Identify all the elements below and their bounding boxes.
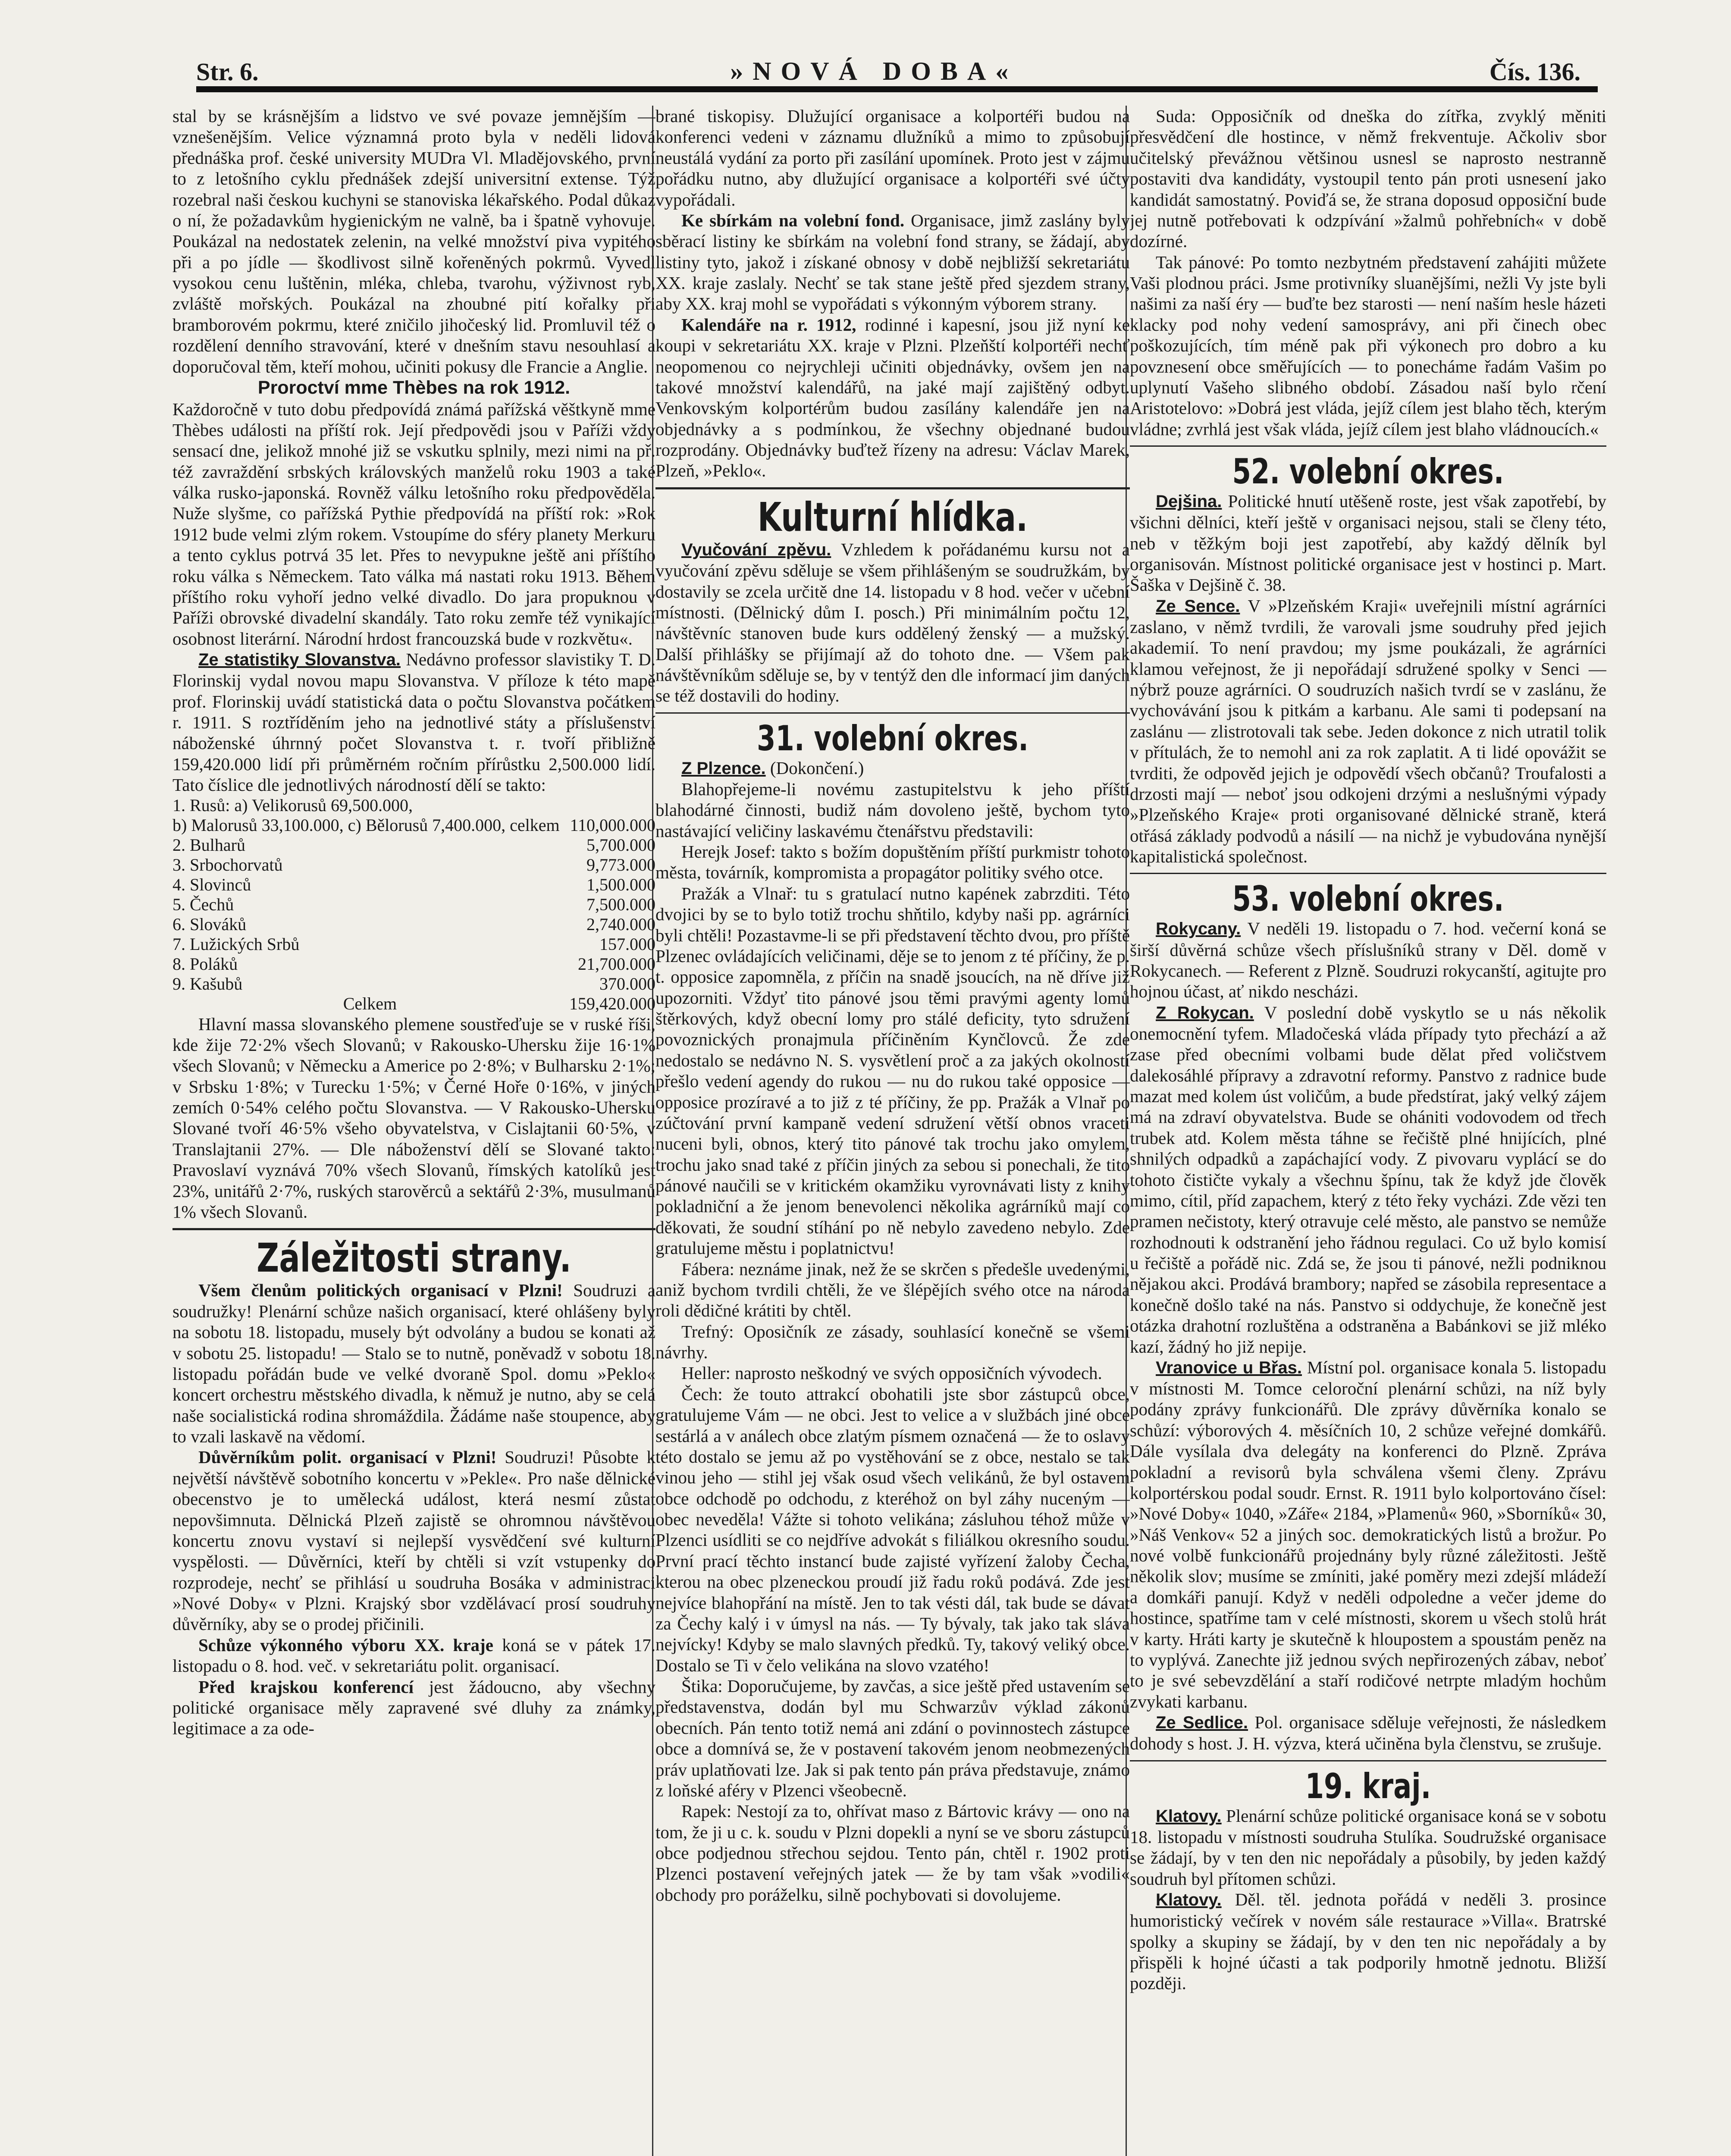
plzenec-continued-note: (Dokončení.)	[770, 758, 864, 778]
plzenec-heller: Heller: naprosto neškodný ve svých opposičních vývodech.	[681, 1363, 1102, 1383]
plzenec-article	[655, 758, 1130, 779]
plzenec-cech: Čech: že touto attrakcí obohatili jste sbor zástupců obce, gratulujeme Vám — ne obci. Jest to velice a v službách jiné obce sestárlá a v análech obce zlatým písmem označená — že to oslavy této dostalo se jemu až po vystěhování se z obce, nestalo se tak vinou jeho — stihl jej však osud všech velikánů, že byl ostavem obce odchodě po odchodu, z kteréhož on byl záhy nuceným — obec neveděla! Vážte si tohoto velikána; zásluhou téhož může v Plzenci usídliti se co nejdříve advokát s filiálkou okresního soudu. První prací těchto instancí bude zajisté vyřízení žaloby Čecha, kterou na obec plzeneckou proudí již řadu roků podává. Zde jest nejvíce blahopřání na místě. Jen to tak vésti dál, tak bude se dávat za Čechy kalý i v úmysl na nás. — Ty bývaly, tak jako tak sláva nejvícky! Kdyby se malo slavných předků. Ty, takový veliký obce. Dostalo se Ti v čelo velikána na slovo vzatého!	[655, 1384, 1130, 1675]
table-row: 7. Lužických Srbů 157.000	[172, 934, 655, 954]
thebes-article: Každoročně v tuto dobu předpovídá známá pařížská věštkyně mme Thèbes události na příští rok. Její předpovědi jsou v Paříži vždy sensací dne, jelikož mnohé již se vskutku splnily, mezi nimi na př. též zavraždění srbských královských manželů roku 1903 a také válka rusko-japonská. Rovněž válku letošního roku předpověděla. Nuže slyšme, co pařížská Pythie předpovídá na příští rok: »Rok 1912 bude velmi zlým rokem. Vstoupíme do sféry planety Merkuru a tento cyklus potrvá 35 let. Přes to nevypukne ještě ani příštího roku válka s Německem. Tato válka má nastati roku 1913. Během příštího roku vyhoří jedno velké divadlo. Do jara propuknou v Paříži obrovské divadelní skandály. Tato roku zemře též vynikající osobnost literární. Národní hrdost francouzská bude v rozkvětu«.	[172, 399, 655, 649]
section-rule	[655, 712, 1130, 714]
plzenec-herejk: Herejk Josef: takto s božím dopuštěním příští purkmistr tohoto města, továrník, kompromista a propagátor politiky svého otce.	[655, 842, 1130, 883]
party-notice-3	[172, 1635, 655, 1677]
table-row: 9. Kašubů 370.000	[172, 974, 655, 993]
dejsina-article	[1130, 491, 1606, 595]
table-total-row: Celkem 159,420.000	[343, 993, 655, 1013]
singing-heading: Vyučování zpěvu.	[681, 540, 831, 559]
table-row: 8. Poláků 21,700.000	[172, 954, 655, 974]
sedlice-article	[1130, 1712, 1606, 1754]
rokycany-text: V neděli 19. listopadu o 7. hod. večerní koná se širší důvěrná schůze všech příslušníků strany v Děl. domě v Rokycanech. — Referent z Plzně. Soudruzi rokycanští, agitujte pro hojnou účast, ať nikdo nescházi.	[1130, 918, 1606, 1002]
table-row: 2. Bulharů 5,700.000	[172, 835, 655, 855]
klatovy-text-1: Plenární schůze politické organisace koná se v sobotu 18. listopadu v místnosti soudruha Stulíka. Soudružské organisace se žádají, by v ten den nic nepořádaly a působily, by jeden každý soudruh byl přítomen schůzi.	[1130, 1805, 1606, 1889]
z-rokycan-article	[1130, 1002, 1606, 1357]
plzenec-rapek: Rapek: Nestojí za to, ohřívat maso z Bártovic krávy — ono na tom, že ji u c. k. soudu v Plzni dopekli a nyní se ve sboru zástupců obce podjednou střechou sejdou. Tento pán, chtěl r. 1902 proti Plzenci postavení veřejných jatek — že by tam však »vodili« obchody pro poráželku, silně pochybovati si dovolujeme.	[655, 1801, 1130, 1905]
section-rule	[172, 1228, 655, 1230]
lecture-article: stal by se krásnějším a lidstvo ve své povaze jemnějším — vznešenějším. Velice významná proto byla v neděli lidová přednáška prof. české university MUDra Vl. Mladějovského, první to z letošního cyklu přednášek zdejší universitní extense. Týž rozebral naši českou kuchyni se stanoviska lékařského. Podal důkaz o ní, že požadavkům hygienickým ne valně, ba i špatně vyhovuje. Poukázal na nedostatek zelenin, na velké množství piva vypitého při a po jídle — škodlivost silně kořeněných pokrmů. Vyvedl vysokou cenu luštěnin, mléka, chleba, tvarohu, výživnost ryb, zvláště mořských. Poukázal na zhoubné pití kořalky při bramborovém pokrmu, které zničilo jihočeský lid. Promluvil též o rozdělení denního stravování, které v dnešním stavu nesouhlasí a doporučoval těm, kteří mohou, učiniti pokusy dle Francie a Anglie.	[172, 106, 655, 376]
plzenec-intro: Blahopřejeme-li novému zastupitelstvu k jeho příští blahodárné činnosti, budiž nám dovoleno ještě, bychom tyto nastávající veličiny laskavému čtenářstvu představili:	[655, 779, 1130, 841]
section-rule	[1130, 873, 1606, 874]
issue-number: Čís. 136.	[1489, 58, 1580, 86]
statistics-continued: Hlavní massa slovanského plemene soustřeďuje se v ruské říši, kde žije 72·2% všech Slovanů; v Rakousko-Uhersku žije 16·1% všech Slovanů; v Německu a Americe po 2·8%; v Bulharsku 2·1%; v Srbsku 1·8%; v Turecku 1·5%; v Černé Hoře 0·16%, v jiných zemích 0·54% celého počtu Slovanstva. — V Rakousko-Uhersku Slované tvoří 46·5% všeho obyvatelstva, v Cislajtanii 60·5%, v Translajtanii 27%. — Dle náboženství dělí se Slované takto: Pravoslaví vyznává 70% všech Slovanů, římských katolíků jest 23%, unitářů 2·7%, ruských starověrců a sektářů 2·3%, musulmanů 1% všech Slovanů.	[172, 1014, 655, 1222]
singing-text: Vzhledem k pořádanému kursu not a vyučování zpěvu sděluje se všem přihlášeným se soudružkám, by dostavily se zcela určitě dne 14. listopadu v 8 hod. večer v učební místnosti. (Dělnický dům I. posch.) Při minimálním počtu 12, návštěvníc stanoven bude kurs oddělený ženský — a mužský. Další přihlášky se přijímají až do tohoto dne. — Všem pak návštěvníkům sděluje se, by v tentýž den dle informací jim daných se též dostavili do hodiny.	[655, 539, 1130, 706]
klatovy-article-2	[1130, 1889, 1606, 1994]
section-rule	[655, 487, 1130, 489]
plzenec-suda: Suda: Opposičník od dneška do zítřka, zvyklý měniti přesvědčení dle hostince, v němž frekventuje. Ačkoliv sbor učitelský převážnou většinou usnesl se naprosto nestranně postaviti dva kandidáty, vystoupil tento pán proti usnesení jako kandidát samostatný. Poviďá se, že strana doposud opposiční bude jej nutně potřebovati k odzpívání »žalmů pohřebních« v době dozírné.	[1130, 106, 1606, 251]
party-notice-1-heading: Všem členům politických organisací v Plzni!	[198, 1280, 563, 1300]
section-rule	[1130, 445, 1606, 447]
cultural-review-heading: Kulturní hlídka.	[757, 494, 1028, 540]
party-notice-1	[172, 1280, 655, 1447]
rokycany-article	[1130, 918, 1606, 1002]
party-affairs-heading: Záležitosti strany.	[257, 1235, 571, 1282]
header-rule	[196, 86, 1598, 92]
klatovy-heading-1: Klatovy.	[1156, 1806, 1222, 1826]
slavs-statistics-table	[172, 796, 655, 1014]
rokycany-heading: Rokycany.	[1156, 919, 1241, 939]
senec-article	[1130, 595, 1606, 867]
plzenec-closing: Tak pánové: Po tomto nezbytném představení zahájiti můžete Vaši plodnou práci. Jsme protivníky sluanějšími, nežli Vy jste byli našimi za naší éry — buďte bez starosti — není naším hesle házeti klacky pod nohy vedení samosprávy, ani při činech obec poškozujících, tím méně pak při výkonech pro dobro a ku povznesení obce směřujících — to ponecháme řadám Vašim po uplynutí Vašeho slibného období. Zásadou naší bylo rčení Aristotelovo: »Dobrá jest vláda, jejíž cílem jest blaho těch, kterým vládne; zvrhlá jest však vláda, jejíž cílem jest blaho vládnoucích.«	[1130, 252, 1606, 439]
table-row: 5. Čechů 7,500.000	[172, 894, 655, 914]
party-notice-3-text: koná se v pátek 17. listopadu o 8. hod. več. v sekretariátu polit. organisací.	[172, 1635, 655, 1676]
senec-heading: Ze Sence.	[1156, 596, 1240, 616]
vranovice-article	[1130, 1357, 1606, 1712]
dejsina-text: Politické hnutí utěšeně roste, jest však zapotřebí, by všichni dělníci, kteří ještě v organisaci nejsou, stali se členy této, neb v těžkým boji jest zapotřebí, aby každý dělník byl organisován. Místnost politické organisace jest v hostinci p. Mart. Šaška v Dejšině č. 38.	[1130, 491, 1606, 595]
party-notice-2-text: Soudruzi! Působte k největší návštěvě sobotního koncertu v »Pekle«. Pro naše dělnické obecenstvo je to umělecká událost, která nesmí zůstat nepovšimnuta. Dělnická Plzeň zajistě se ohromnou návštěvou koncertu znovu vystaví si nejlepší vysvědčení své kulturní vyspělosti. — Důvěrníci, kteří by chtěli si vzít vstupenky do rozprodeje, nechť se přihlásí u soudruha Bosáka v administraci »Nové Doby« v Plzni. Krajský sbor vzdělávací prosí soudruhy důvěrníky, aby se o prodej přičinili.	[172, 1447, 655, 1634]
klatovy-article-1	[1130, 1805, 1606, 1889]
district-52-heading: 52. volební okres.	[1232, 451, 1504, 492]
z-rokycan-heading: Z Rokycan.	[1156, 1003, 1254, 1022]
election-fund-heading: Ke sbírkám na volební fond.	[681, 210, 905, 230]
dejsina-heading: Dejšina.	[1156, 492, 1222, 511]
party-notice-2-heading: Důvěrníkům polit. organisací v Plzni!	[198, 1447, 497, 1467]
table-row: 1. Rusů: a) Velikorusů 69,500.000,	[172, 795, 413, 815]
statistics-heading: Ze statistiky Slovanstva.	[198, 650, 401, 670]
calendars-text: rodinné i kapesní, jsou již nyní ke koupi v sekretariátu XX. kraje v Plzni. Plzeňští kolportéři nechť neopomenou co nejrychleji učiniti objednávky, ovšem jen na takové množství kalendářů, na jaké mají zajištěný odbyt. Venkovským kolportérům budou zasílány kalendáře jen na objednávky a s podmínkou, že všechny objednané budou rozprodány. Objednávky buďtež řízeny na adresu: Václav Marek, Plzeň, »Peklo«.	[655, 314, 1130, 481]
table-row: 6. Slováků 2,740.000	[172, 914, 655, 934]
plzenec-trefny: Trefný: Oposičník ze zásady, souhlasící konečně se všemi návrhy.	[655, 1321, 1130, 1363]
plzenec-stika: Štika: Doporučujeme, by zavčas, a sice ještě před ustavením se představenstva, dodán byl mu Schwarzův výklad zákonů obecních. Pán tento totiž nemá ani zdání o povinnostech zástupce obce a domnívá se, že v postavení takovém jenom neobmezených práv uplatňovati lze. Jak si pak tento pán práva představuje, známo z loňské aféry v Plzenci všeobecně.	[655, 1676, 1130, 1800]
party-notice-3-heading: Schůze výkonného výboru XX. kraje	[198, 1635, 493, 1655]
district-53-heading: 53. volební okres.	[1232, 879, 1504, 919]
table-row: 4. Slovinců 1,500.000	[172, 874, 655, 894]
table-row: 3. Srbochorvatů 9,773.000	[172, 855, 655, 874]
klatovy-heading-2: Klatovy.	[1156, 1890, 1222, 1909]
region-19-heading: 19. kraj.	[1305, 1766, 1431, 1806]
section-rule	[1130, 1760, 1606, 1761]
plzenec-heading: Z Plzence.	[681, 758, 766, 778]
printed-matter-article: brané tiskopisy. Dlužující organisace a kolportéři budou na konferenci vedeni v záznamu dlužníků a mimo to způsobují neustálá vydání za porto při zasílání upomínek. Proto jest v zájmu pořádku nutno, aby dlužující organisace a kolportéři své účty vypořádali.	[655, 106, 1130, 210]
election-fund-text: Organisace, jimž zaslány byly sběrací listiny ke sbírkám na volební fond strany, se žádají, aby listiny tyto, jakož i získané obnosy v době nejbližší sekretariátu XX. kraje zaslaly. Nechť se tak stane ještě před sjezdem strany, aby XX. kraj mohl se vypořádati s výkonným výborem strany.	[655, 210, 1130, 314]
statistics-article	[172, 649, 655, 795]
singing-article	[655, 539, 1130, 706]
sedlice-text: Pol. organisace sděluje veřejnosti, že následkem dohody s host. J. H. výzva, která učiněna byla členstvu, se zrušuje.	[1130, 1712, 1606, 1754]
vranovice-text: Místní pol. organisace konala 5. listopadu v místnosti M. Tomce celoroční plenární schůzi, na níž byly podány zprávy funkcionářů. Dle zprávy důvěrníka konalo se schůzí: výborových 4. měsíčních 10, 2 schůze veřejné domkářů. Dále vysílala dva delegáty na konferenci do Plzně. Zpráva pokladní a revisorů byla schválena všemi členy. Zprávu kolportérskou podal soudr. Ernst. R. 1911 bylo kolportováno čísel: »Nové Doby« 1040, »Záře« 2184, »Plamenů« 960, »Sborníků« 30, »Náš Venkov« 52 a jiných soc. demokratických listů a brožur. Po nové volbě funkcionářů projednány byly různé záležitosti. Ještě několik slov; musíme se zmíniti, jaké poměry mezi zdejší mládeží a domkáři panují. Když v neděli odpoledne a večer jdeme do hostince, spatříme tam v celé místnosti, skorem u všech stolů hrát v karty. Hráti karty je skutečně k hloupostem a spoustám peněz na to vyplývá. Zanechte již jednou svých nepřirozených zábav, neboť to je své sebevzdělání a staří rodičové netrpte mladým hochům zvykati karbanu.	[1130, 1357, 1606, 1711]
sedlice-heading: Ze Sedlice.	[1156, 1713, 1248, 1733]
calendars-article	[655, 314, 1130, 481]
district-31-heading: 31. volební okres.	[756, 718, 1029, 758]
masthead-title: »NOVÁ DOBA«	[730, 57, 1018, 85]
page-header	[196, 52, 1580, 86]
plzenec-prazak: Pražák a Vlnař: tu s gratulací nutno kapének zabrzditi. Této dvojici by se to bylo totiž trochu shňtilo, kdyby naši pp. agrárníci byli chtěli! Pozastavme-li se při představení těchto dvou, pro příště Plzenec ovládajících veličinami, děje se to jenom z té příčiny, že p. t. opposice zapomněla, z příčin na snadě jsoucích, na ně dříve již upozorniti. Vždyť tito pánové jsou těmi pravými agenty lomů štěrkových, když obecní lomy pro stálé deficity, tyto sdružení povoznických pronajmula příčiněním Kynčlovců. Že zde nedostalo se nedávno N. S. vysvětlení proč a za jakých okolností přešlo vedení agendy do rukou — nu do rukou také opposice — opposice prozíravé a to již z té příčiny, že pp. Pražák a Vlnař po zúčtování první kampaně vedení sdružení větší obnos vraceti nuceni byli, obnos, který tito pánové tak trochu jako omylem, trochu jako snad také z příčin jiných za sebou si ponechali, že tito pánové naučili se v kritickém okamžiku vyrovnávati listy z knihy pokladniční a že jenom benevolenci několika agrárníků mají co děkovati, že soudní stíhání po ně nebylo zavedeno nebylo. Zde gratulujeme městu i poplatnictvu!	[655, 883, 1130, 1258]
party-notice-4-heading: Před krajskou konferencí	[198, 1677, 414, 1697]
plzenec-fabera: Fábera: neznáme jinak, než že se skrčen s předešle uvedenými, aniž bychom tvrdili chtěli, že ve šlépějích svého otce na národa roli dědičné krátiti by chtěl.	[655, 1259, 1130, 1321]
party-notice-2	[172, 1447, 655, 1634]
klatovy-text-2: Děl. těl. jednota pořádá v neděli 3. prosince humoristický večírek v novém sále restaurace »Villa«. Bratrské spolky a skupiny se žádají, by v den ten nic nepořádaly a by přispěli k hojné účasti a tak podporily hmotně jednotu. Bližší později.	[1130, 1889, 1606, 1993]
z-rokycan-text: V poslední době vyskytlo se u nás několik onemocnění tyfem. Mladočeská vláda případy tyto přechází a až zase před obecními volbami bude dělat před voličstvem dalekosáhlé přípravy a zdravotní reformy. Panstvo z radnice bude mazat med kolem úst voličům, a bude předstírat, jaký velký zájem má na zdraví obyvatelstva. Bude se ohániti vodovodem od třech trubek atd. Kolem města táhne se řečiště plné hnijících, plné shnilých odpadků a zapáchající vody. Z pivovaru vyplácí se do tohoto čističte vykaly a všechnu špínu, tak že když jde člověk mimo, cítil, příd zapachem, který z této řeky vycházi. Zde vězi ten pramen nečistoty, který otravuje celé město, ale panstvo se nemůže rozhodnouti k odstranění jeho řádnou regulaci. Co už bylo komisí u řečiště a pořádě nic. Zdá se, že jsou ti pánové, nežli podniknou nějakou akci. Prodává brambory; napřed se zásobila representace a konečně došlo také na nás. Panstvo si oddychuje, že konečně jest otázka drahotní rozluštěna a odstraněna a Babánkovi se již mléko kazí, žádný ho již nepije.	[1130, 1002, 1606, 1357]
column-2	[655, 106, 1130, 2156]
column-3	[1130, 106, 1606, 2156]
party-notice-4	[172, 1677, 655, 1739]
table-row: b) Malorusů 33,100.000, c) Bělorusů 7,400.000, celkem 110,000.000	[172, 815, 655, 835]
column-1	[172, 106, 655, 2156]
page-number: Str. 6.	[196, 58, 259, 86]
statistics-text: Nedávno professor slavistiky T. D. Florinskij vydal novou mapu Slovanstva. V příloze k této mapě prof. Florinskij uvádí statistická data o počtu Slovanstva počátkem r. 1911. S roztříděním jeho na jednotlivé státy a příslušenství náboženské úhrnný počet Slovanstva t. r. tvoří přibližně 159,420.000 lidí při průměrném ročním přírůstku 2,500.000 lidí. Tato číslice dle jednotlivých národností dělí se takto:	[172, 649, 655, 795]
party-notice-1-text: Soudruzi a soudružky! Plenární schůze našich organisací, které ohlášeny byly na sobotu 18. listopadu, musely být odvolány a budou se konati až v sobotu 25. listopadu! — Stalo se to nutně, poněvadž v sobotu 18. listopadu pořádán bude ve velké dvoraně Spol. domu »Peklo« koncert orchestru městského divadla, k němuž je nutno, aby se celá naše socialistická rodina shromáždila. Žádáme naše stoupence, aby to vzali laskavě na vědomí.	[172, 1280, 655, 1447]
senec-text: V »Plzeňském Kraji« uveřejnili místní agrárníci zaslano, v němž tvrdili, že varovali jsme soudruhy před jejich akademií. To není pravdou; my jsme poukázali, že agrárníci klamou veřejnost, že ji nepořádají sdružené spolky v Senci — nýbrž pouze agrárníci. O soudruzích našich tvrdí se v zaslánu, že vychovávání jsou k pitkám a karbanu. Ale sami ti podepsaní na zaslánu — zlistrotovali tak sebe. Jeden dokonce z nich utratil tolik v přítulách, že to nemohl ani za rok zaplatit. A ti lidé opovážit se tvrditi, že odpověd jejich je odpovědí všech občanů? Troufalosti a drzosti mají — neboť jsou odkojeni drzými a neslušnými výpady »Plzeňského Kraje« proti organisované dělnické straně, která otřásá základy podvodů a násilí — na nichž je vybudována nynější kapitalistická společnost.	[1130, 595, 1606, 866]
party-notice-4-text: jest žádoucno, aby všechny politické organisace měly zapravené své dluhy za známky, legitimace a za ode-	[172, 1677, 655, 1739]
election-fund-article	[655, 210, 1130, 314]
calendars-heading: Kalendáře na r. 1912,	[681, 314, 856, 335]
vranovice-heading: Vranovice u Břas.	[1156, 1358, 1302, 1377]
thebes-heading: Proroctví mme Thèbes na rok 1912.	[257, 377, 571, 398]
